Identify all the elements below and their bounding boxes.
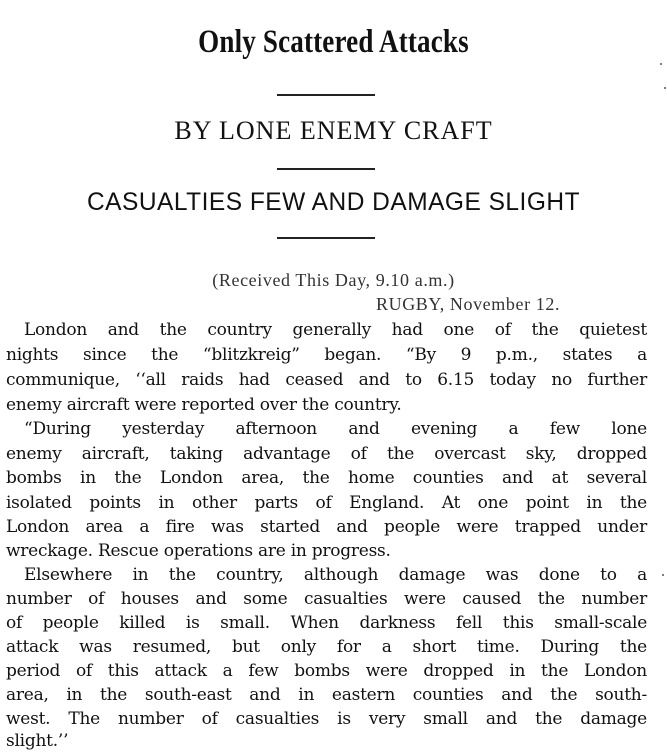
body-line: attack was resumed, but only for a short time. During the xyxy=(6,637,647,657)
body-line: slight.’’ xyxy=(6,731,69,751)
body-line: wreckage. Rescue operations are in progress. xyxy=(6,541,391,561)
divider-rule xyxy=(277,168,375,170)
print-speck xyxy=(660,63,662,65)
divider-rule xyxy=(277,237,375,239)
print-speck xyxy=(664,87,666,89)
body-line: “During yesterday afternoon and evening a few lone xyxy=(24,419,647,439)
print-speck xyxy=(662,574,664,576)
body-line: nights since the “blitzkreig” began. “By 9 p.m., states a xyxy=(6,345,647,365)
dateline: RUGBY, November 12. xyxy=(376,294,561,314)
body-line: number of houses and some casualties were caused the number xyxy=(6,589,647,609)
body-line: period of this attack a few bombs were dropped in the London xyxy=(6,661,647,681)
body-line: London area a fire was started and people were trapped under xyxy=(6,517,647,537)
body-line: bombs in the London area, the home counties and at several xyxy=(6,468,647,488)
body-line: of people killed is small. When darkness fell this small-scale xyxy=(6,613,647,633)
body-line: communique, ‘‘all raids had ceased and to 6.15 today no further xyxy=(6,370,647,390)
subheadline-primary: BY LONE ENEMY CRAFT xyxy=(174,116,493,145)
body-line: London and the country generally had one of the quietest xyxy=(24,320,647,340)
body-line: isolated points in other parts of England. At one point in the xyxy=(6,493,647,513)
body-line: area, in the south-east and in eastern counties and the south- xyxy=(6,685,647,705)
subheadline-secondary: CASUALTIES FEW AND DAMAGE SLIGHT xyxy=(86,188,581,216)
headline: Only Scattered Attacks xyxy=(198,24,469,60)
divider-rule xyxy=(277,94,375,96)
body-line: west. The number of casualties is very small and the damage xyxy=(6,709,647,729)
body-line: enemy aircraft were reported over the country. xyxy=(6,395,402,415)
body-line: enemy aircraft, taking advantage of the overcast sky, dropped xyxy=(6,444,647,464)
body-line: Elsewhere in the country, although damage was done to a xyxy=(24,565,647,585)
received-note: (Received This Day, 9.10 a.m.) xyxy=(212,270,455,290)
